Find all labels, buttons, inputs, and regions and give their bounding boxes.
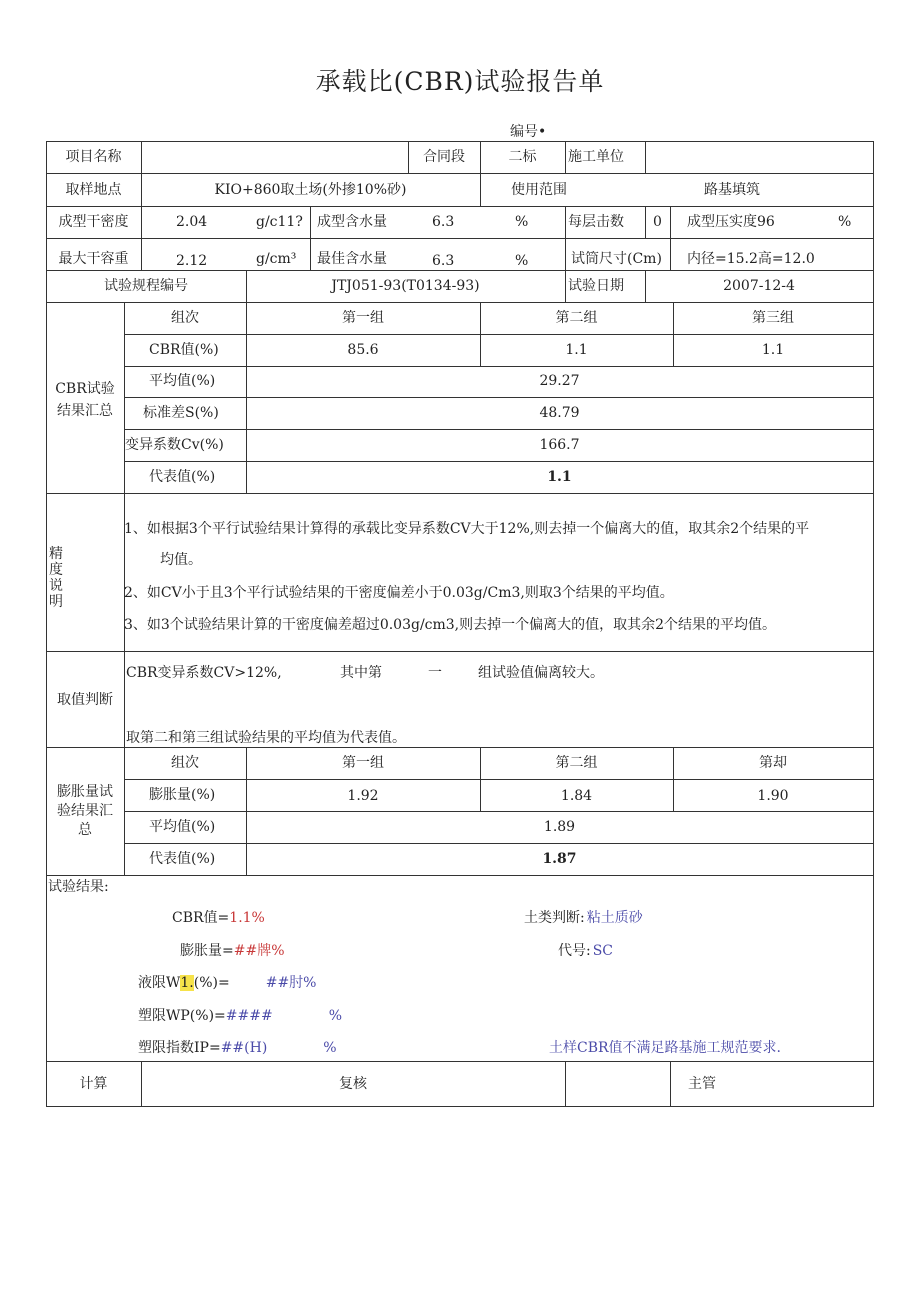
result-swell: 膨胀量=##牌% [180,943,285,959]
result-liquid-limit-value: ##肘% [265,975,317,991]
result-cbr: CBR值=1.1% [172,910,265,926]
cbr-group-1: 第一组 [342,310,384,326]
judgment-group-suffix: 组试验值偏离较大。 [478,665,604,681]
cbr-value-label: CBR值(%) [149,342,219,358]
cbr-group-3: 第三组 [752,310,794,326]
precision-item-2: 2、如CV小于且3个平行试验结果的干密度偏差小于0.03g/Cm3,则取3个结果的平均值。 [124,585,674,601]
cbr-group-2: 第二组 [555,310,598,326]
result-soil: 土类判断: 粘土质砂 [524,910,643,926]
swell-group-1: 第一组 [342,755,384,771]
result-swell-value: ##牌 [233,943,272,959]
cbr-value-3: 1.1 [761,342,785,358]
precision-label: 精度说明 [49,546,63,610]
moisture-unit: % [515,214,529,230]
dry-density-value: 2.04 [176,214,208,230]
cbr-section-label: CBR试验结果汇总 [55,381,115,419]
swell-representative-label: 代表值(%) [149,851,216,867]
blows-value: 0 [653,214,662,230]
optimal-moisture-value: 6.3 [432,253,455,269]
contract-label: 合同段 [423,149,465,165]
cbr-cv-value: 166.7 [539,437,580,453]
result-label: 试验结果: [48,879,109,895]
footer-supervisor-label: 主管 [688,1076,716,1092]
result-code-value: SC [592,943,614,959]
cylinder-size-label: 试筒尺寸(Cm) [571,251,662,267]
cbr-average-value: 29.27 [539,373,580,389]
project-name-label: 项目名称 [65,149,122,165]
cbr-value-1: 85.6 [347,342,379,358]
cbr-value-2: 1.1 [565,342,588,358]
swell-group-label: 组次 [171,755,199,771]
swell-value-3: 1.90 [757,788,789,804]
cbr-average-label: 平均值(%) [149,373,216,389]
dry-density-label: 成型干密度 [58,214,129,230]
test-date-label: 试验日期 [568,278,624,294]
compaction-label: 成型压实度96 [687,214,775,230]
swell-average-label: 平均值(%) [149,819,216,835]
swell-value-2: 1.84 [560,788,593,804]
moisture-value: 6.3 [432,214,455,230]
optimal-moisture-label: 最佳含水量 [317,251,387,267]
judgment-conclusion: 取第二和第三组试验结果的平均值为代表值。 [126,730,406,746]
cbr-representative-label: 代表值(%) [149,469,216,485]
max-dry-density-unit: g/cm³ [256,251,297,267]
spec-number-value: JTJ051-93(T0134-93) [331,278,480,294]
precision-item-3: 3、如3个试验结果计算的干密度偏差超过0.03g/cm3,则去掉一个偏离大的值，取其余2个结果的平均值。 [124,617,777,633]
cbr-group-label: 组次 [171,310,199,326]
use-range-value: 路基填筑 [704,182,760,198]
construction-unit-label: 施工单位 [568,149,624,165]
spec-number-label: 试验规程编号 [104,278,188,294]
swell-representative-value: 1.87 [542,851,577,867]
test-date-value: 2007-12-4 [723,278,795,294]
blows-label: 每层击数 [568,214,624,230]
swell-value-1: 1.92 [347,788,379,804]
moisture-label: 成型含水量 [317,214,387,230]
sample-site-value: KIO+860取土场(外掺10%砂) [214,182,407,198]
judgment-group-prefix: 其中第 [340,665,382,681]
judgment-label: 取值判断 [57,692,113,708]
use-range-label: 使用范围 [511,182,567,198]
result-code: 代号: SC [558,943,614,959]
cylinder-size-value: 内径=15.2高=12.0 [687,251,815,267]
max-dry-density-value: 2.12 [176,253,208,269]
judgment-group-number: 一 [428,665,442,681]
cbr-cv-label: 变异系数Cv(%) [125,437,224,453]
result-cbr-value: 1.1% [229,910,265,926]
serial-number-label: 编号• [510,124,547,140]
cbr-representative-value: 1.1 [547,469,572,485]
swell-value-label: 膨胀量(%) [149,787,216,803]
result-soil-value: 粘土质砂 [586,910,643,926]
max-dry-density-label: 最大干容重 [58,251,129,267]
footer-review-label: 复核 [339,1076,367,1092]
dry-density-unit: g/c11? [256,214,303,230]
optimal-moisture-unit: % [515,253,529,269]
precision-item-1-cont: 均值。 [160,552,202,568]
judgment-cv: CBR变异系数CV>12%, [126,665,282,681]
result-plastic-limit-value: #### [225,1008,273,1024]
sample-site-label: 取样地点 [65,182,122,198]
cbr-std-label: 标准差S(%) [143,405,219,421]
swell-section-label: 膨胀量试验结果汇总 [57,784,113,838]
cbr-std-value: 48.79 [539,405,580,421]
footer-calc-label: 计算 [79,1076,108,1092]
result-plasticity-index-value: ##(H) [220,1040,268,1056]
result-liquid-limit: 液限W1.(%)= ##肘% [138,975,317,991]
page-title: 承载比(CBR)试验报告单 [315,67,605,96]
result-plastic-limit: 塑限WP(%)=#### % [138,1008,343,1024]
swell-group-2: 第二组 [555,755,598,771]
compaction-unit: % [838,214,852,230]
precision-item-1: 1、如根据3个平行试验结果计算得的承载比变异系数CV大于12%,则去掉一个偏离大的值，取其余2个结果的平 [124,521,810,537]
result-conclusion: 土样CBR值不满足路基施工规范要求. [549,1040,781,1056]
result-plasticity-index: 塑限指数IP=##(H) % [138,1040,337,1056]
swell-average-value: 1.89 [543,819,576,835]
contract-value: 二标 [508,149,537,165]
swell-group-3: 第却 [759,755,787,771]
